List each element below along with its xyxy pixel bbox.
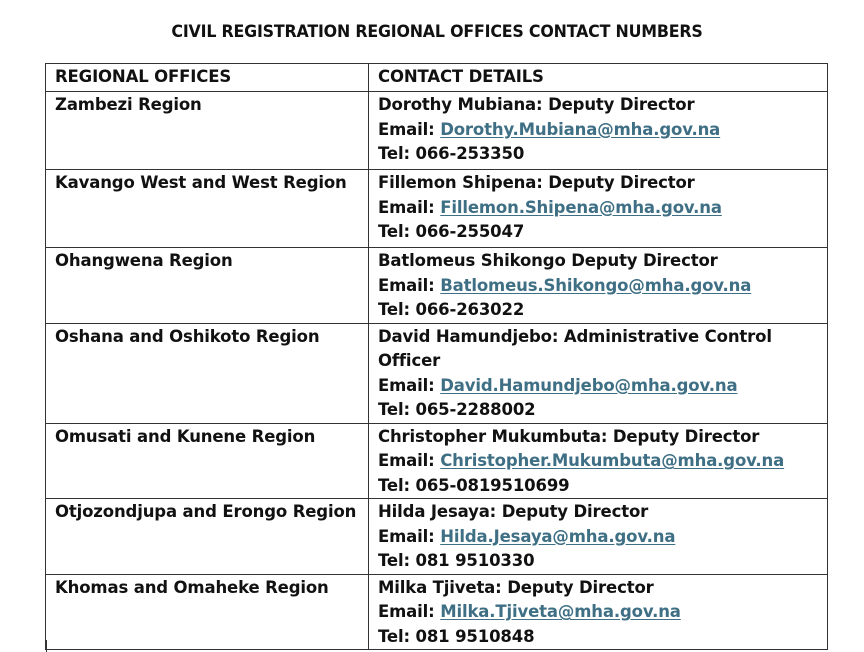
table-header-row <box>46 64 828 92</box>
telephone: Tel: 066-263022 <box>378 300 525 319</box>
telephone: Tel: 065-2288002 <box>378 400 536 419</box>
region-cell: Oshana and Oshikoto Region <box>46 323 369 423</box>
table-row <box>46 248 828 324</box>
contact-name: Batlomeus Shikongo Deputy Director <box>378 251 718 270</box>
table-row <box>46 574 828 650</box>
email-label: Email: <box>378 526 441 546</box>
table-row <box>46 92 828 170</box>
telephone: Tel: 066-255047 <box>378 222 525 241</box>
email-line <box>378 449 819 474</box>
table-continuation-border <box>46 640 47 652</box>
contact-cell <box>369 170 828 248</box>
region-cell: Kavango West and West Region <box>46 170 369 248</box>
table-row <box>46 499 828 575</box>
region-cell: Zambezi Region <box>46 92 369 170</box>
email-link[interactable]: Fillemon.Shipena@mha.gov.na <box>440 197 722 217</box>
contact-cell <box>369 92 828 170</box>
telephone: Tel: 065-0819510699 <box>378 475 570 495</box>
table-row <box>46 423 828 499</box>
column-header-contact-details: CONTACT DETAILS <box>369 64 828 92</box>
contact-name: Christopher Mukumbuta: Deputy Director <box>378 426 760 446</box>
column-header-regional-offices: REGIONAL OFFICES <box>46 64 369 92</box>
email-label: Email: <box>378 375 441 395</box>
email-link[interactable]: Batlomeus.Shikongo@mha.gov.na <box>440 275 752 295</box>
contact-name: Fillemon Shipena: Deputy Director <box>378 173 695 192</box>
email-line <box>378 118 819 143</box>
email-label: Email: <box>378 197 441 217</box>
email-line <box>378 374 819 399</box>
table-row <box>46 170 828 248</box>
contact-name: Dorothy Mubiana: Deputy Director <box>378 95 695 114</box>
email-link[interactable]: David.Hamundjebo@mha.gov.na <box>440 375 738 395</box>
page-title: CIVIL REGISTRATION REGIONAL OFFICES CONTACT NUMBERS <box>171 22 703 41</box>
email-link[interactable]: Hilda.Jesaya@mha.gov.na <box>440 526 676 546</box>
region-cell: Khomas and Omaheke Region <box>46 574 369 650</box>
contact-cell <box>369 323 828 423</box>
telephone: Tel: 066-253350 <box>378 144 525 163</box>
email-label: Email: <box>378 451 441 470</box>
email-link[interactable]: Dorothy.Mubiana@mha.gov.na <box>440 119 721 139</box>
contact-cell <box>369 248 828 324</box>
table-row <box>46 323 828 423</box>
region-cell: Otjozondjupa and Erongo Region <box>46 499 369 575</box>
contact-cell <box>369 574 828 650</box>
region-cell: Omusati and Kunene Region <box>46 423 369 499</box>
email-line <box>378 525 819 550</box>
email-link[interactable]: Milka.Tjiveta@mha.gov.na <box>440 602 681 621</box>
email-link[interactable]: Christopher.Mukumbuta@mha.gov.na <box>440 451 785 470</box>
contact-name: Milka Tjiveta: Deputy Director <box>378 577 654 597</box>
email-label: Email: <box>378 275 441 295</box>
contact-name: Hilda Jesaya: Deputy Director <box>378 502 649 521</box>
email-line <box>378 274 819 299</box>
email-line <box>378 196 819 221</box>
email-label: Email: <box>378 119 441 139</box>
telephone: Tel: 081 9510848 <box>378 626 535 646</box>
email-label: Email: <box>378 602 441 621</box>
telephone: Tel: 081 9510330 <box>378 551 535 570</box>
regional-offices-table <box>45 63 828 650</box>
contact-cell <box>369 423 828 499</box>
region-cell: Ohangwena Region <box>46 248 369 324</box>
contact-cell <box>369 499 828 575</box>
email-line <box>378 600 819 625</box>
contact-name: David Hamundjebo: Administrative Control Officer <box>378 326 772 370</box>
